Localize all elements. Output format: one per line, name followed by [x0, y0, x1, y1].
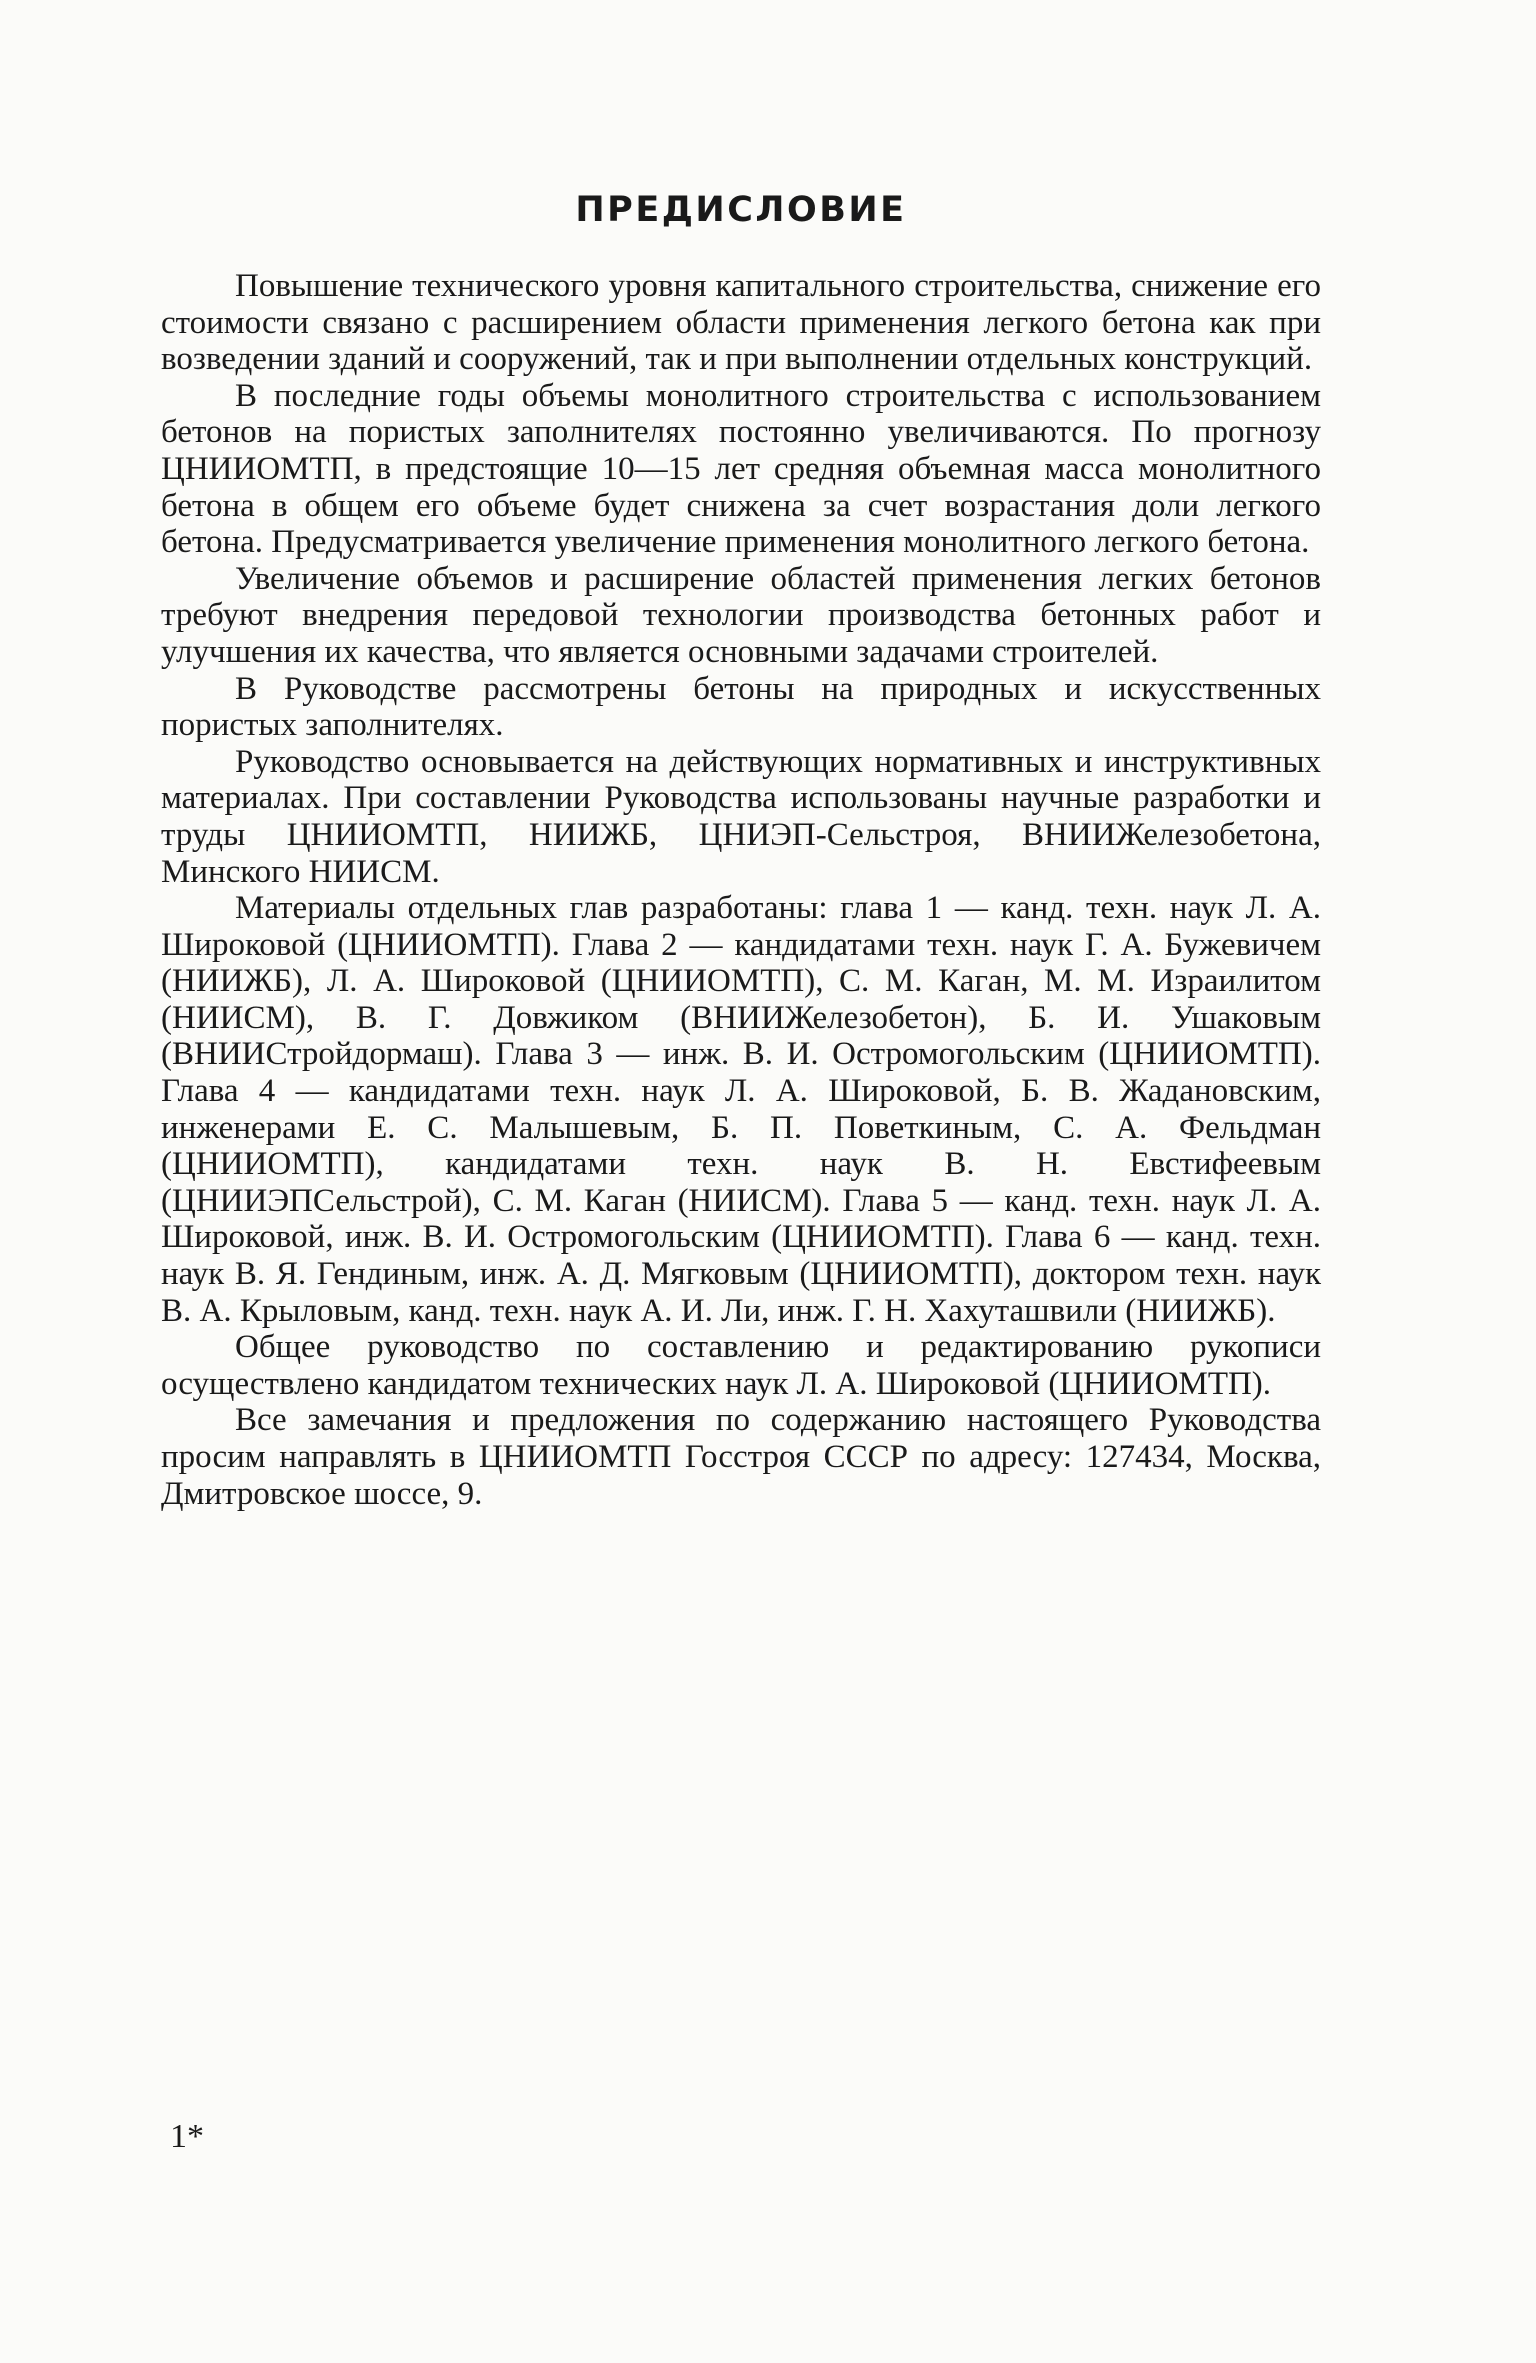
paragraph-7: Общее руководство по составлению и редактированию рукописи осуществлено кандидатом технических наук Л. А. Широковой (ЦНИИОМТП).: [161, 1329, 1321, 1402]
paragraph-5: Руководство основывается на действующих нормативных и инструктивных материалах. При составлении Руководства использованы научные разработки и труды ЦНИИОМТП, НИИЖБ, ЦНИЭП-Сельстроя, ВНИИЖелезобетона, Минского НИИСМ.: [161, 743, 1321, 890]
paragraph-1: Повышение технического уровня капитального строительства, снижение его стоимости связано с расширением области применения легкого бетона как при возведении зданий и сооружений, так и при выполнении отдельных конструкций.: [161, 268, 1321, 378]
paragraph-8: Все замечания и предложения по содержанию настоящего Руководства просим направлять в ЦНИИОМТП Госстроя СССР по адресу: 127434, Москва, Дмитровское шоссе, 9.: [161, 1402, 1321, 1512]
paragraph-2: В последние годы объемы монолитного строительства с использованием бетонов на пористых заполнителях постоянно увеличиваются. По прогнозу ЦНИИОМТП, в предстоящие 10—15 лет средняя объемная масса монолитного бетона в общем его объеме будет снижена за счет возрастания доли легкого бетона. Предусматривается увеличение применения монолитного легкого бетона.: [161, 377, 1321, 561]
signature-mark: 1*: [170, 2118, 204, 2155]
paragraph-3: Увеличение объемов и расширение областей применения легких бетонов требуют внедрения передовой технологии производства бетонных работ и улучшения их качества, что является основными задачами строителей.: [161, 560, 1321, 670]
paragraph-4: В Руководстве рассмотрены бетоны на природных и искусственных пористых заполнителях.: [161, 670, 1321, 744]
paragraph-6: Материалы отдельных глав разработаны: глава 1 — канд. техн. наук Л. А. Широковой (ЦНИИОМТП). Глава 2 — кандидатами техн. наук Г. А. Бужевичем (НИИЖБ), Л. А. Широковой (ЦНИИОМТП), С. М. Каган, М. М. Израилитом (НИИСМ), В. Г. Довжиком (ВНИИЖелезобетон), Б. И. Ушаковым (ВНИИСтройдормаш). Глава 3 — инж. В. И. Остромогольским (ЦНИИОМТП). Глава 4 — кандидатами техн. наук Л. А. Широковой, Б. В. Жадановским, инженерами Е. С. Малышевым, Б. П. Поветкиным, С. А. Фельдман (ЦНИИОМТП), кандидатами техн. наук В. Н. Евстифеевым (ЦНИИЭПСельстрой), С. М. Каган (НИИСМ). Глава 5 — канд. техн. наук Л. А. Широковой, инж. В. И. Остромогольским (ЦНИИОМТП). Глава 6 — канд. техн. наук В. Я. Гендиным, инж. А. Д. Мягковым (ЦНИИОМТП), доктором техн. наук В. А. Крыловым, канд. техн. наук А. И. Ли, инж. Г. Н. Хахуташвили (НИИЖБ).: [161, 890, 1321, 1329]
preface-section: [161, 190, 1321, 1512]
page-title: ПРЕДИСЛОВИЕ: [575, 190, 907, 230]
